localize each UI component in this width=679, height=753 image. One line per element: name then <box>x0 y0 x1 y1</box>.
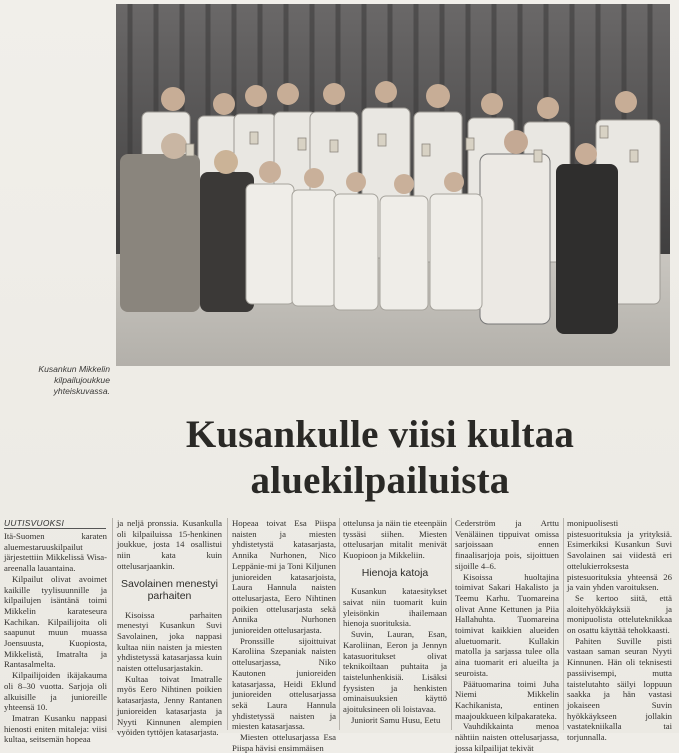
paragraph: Kisoissa parhaiten menestyi Kusankun Suvi Savolainen, joka nappasi kultaa niin naisten ja miesten yhdistetyssä katasarjassa kuin naisten ottelusarjastakin. <box>117 609 222 674</box>
column-divider <box>112 518 113 730</box>
paragraph: Kisoissa huoltajina toimivat Sakari Hakalisto ja Teemu Karhu. Tuomareina olivat Anne Kettunen ja Piia Hallahuhta. Tuomareina toimivat kaikkien alueiden aluetuomarit. Kullakin matolla ja sarjassa tulee olla aina tuomarit eri alueilta ja seuroista. <box>455 571 559 678</box>
paragraph: Vauhdikkainta menoa nähtiin naisten ottelusarjassa, jossa kilpailijat tekivät <box>455 721 559 753</box>
team-photo <box>116 4 670 366</box>
paragraph: Hopeaa toivat Esa Piispa naisten ja miesten yhdistetystä katasarjasta, Annika Nurhonen, Nico Leppänie-mi ja Toni Kiljunen junioreiden katasarjoista, Laura Hannula naisten ottelusarjasta, Eero Nihtinen poikien ottelusarjasta sekä Annika Nurhonen junioreiden ottelusarjasta. <box>232 518 336 636</box>
paragraph: Kusankun kataesitykset saivat niin tuomarit kuin yleisönkin ihailemaan hienoja suorituksia. <box>343 586 447 629</box>
article-column-2 <box>117 518 222 738</box>
paragraph: Itä-Suomen karaten aluemestaruuskilpailut järjestettiin Mikkelissä Wisa-areenalla lauantaina. <box>4 531 107 574</box>
paragraph: Pronssille sijoittuivat Karoliina Szepaniak naisten ottelusarjassa, Niko Kautonen junioreiden katasarjassa, Heidi Eklund junioreiden ottelusarjassa sekä Laura Hannula yhdistetyssä naisten ja miesten katasarjassa. <box>232 635 336 732</box>
paragraph: Juniorit Samu Husu, Eetu <box>351 714 441 725</box>
paragraph: Cederström ja Arttu Venäläinen tippuivat omissa sarjoissaan ennen finaalisarjoja pois, sijoittuen sijoille 4–6. <box>455 518 559 571</box>
paragraph: ja neljä pronssia. Kusankulla oli kilpailuissa 15-henkinen joukkue, josta 14 osallistui niin kata kuin ottelusarjaankin. <box>117 518 222 571</box>
article-column-6 <box>567 518 672 743</box>
paragraph: Suvin, Lauran, Esan, Karoliinan, Eeron ja Jennyn katasuoritukset olivat teknikoiltaan puhtaita ja taistelunhenkisiä. Lisäksi fyysisten ja henkisten ominaisuuksien käyttö ajoituksineen oli loistavaa. <box>343 629 447 715</box>
paragraph: Päätuomarina toimi Juha Niemi Mikkelin Kachikanista, entinen maajoukkueen kilpakarateka. <box>455 678 559 721</box>
paragraph: Kultaa toivat Imatralle myös Eero Nihtinen poikien katasarjasta, Jenny Rantanen junioreiden katasarjasta ja Nyyti Kinnunen alempien vyöiden tyttöjen katasarjasta. <box>117 673 222 738</box>
paragraph: Pahiten Suville pisti vastaan saman seuran Nyyti Kinnunen. Hän oli teknisesti passiivisempi, mutta taistelutahto säilyi loppuun saakka ja hän vastasi jokaiseen Suvin hyökkäykseen jollakin vastatekniikalla tai torjunnalla. <box>567 635 672 743</box>
paragraph: Miesten ottelusarjassa Esa Piispa hävisi ensimmäisen <box>232 732 336 753</box>
column-divider <box>339 518 340 730</box>
subheading: Savolainen menestyi parhaiten <box>121 577 218 603</box>
headline: Kusankulle viisi kultaa aluekilpailuista <box>185 413 575 502</box>
paragraph: Imatran Kusanku nappasi hienosti eniten mitaleja: viisi kultaa, seitsemän hopeaa <box>4 712 107 745</box>
photo-caption: Kusankun Mikkelin kilpailujoukkue yhteiskuvassa. <box>38 364 110 396</box>
article-column-4 <box>343 518 447 725</box>
article-column-1 <box>4 531 107 745</box>
article-column-3 <box>232 518 336 753</box>
subheading: Hienoja katoja <box>361 566 429 579</box>
section-kicker: UUTISVUOKSI <box>4 518 106 529</box>
column-divider <box>227 518 228 730</box>
column-divider <box>451 518 452 730</box>
paragraph: monipuolisesti pistesuorituksia ja yrityksiä. Esimerkiksi Kusankun Suvi Savolainen sai viidestä eri ottelukierroksesta pistesuorituksia yhteensä 26 ja vain yhden varoituksen. <box>567 518 672 593</box>
article-column-5 <box>455 518 559 753</box>
paragraph: Se kertoo siitä, että aloitehyökkäyksiä ja monipuolista otteluteknikkaa on osattu käyttää tehokkaasti. <box>567 592 672 636</box>
paragraph: Kilpailut olivat avoimet kaikille tyylisuunnille ja kilpailujen isäntänä toimi Mikkelin karateseura Kachikan. Kilpailijoita oli saapunut muun muassa Joensuusta, Kuopiosta, Mikkelistä, Imatralta ja Rantasalmelta. <box>4 573 107 670</box>
paragraph: ottelunsa ja näin tie eteenpäin tyssäsi siihen. Miesten ottelusarjan mitalit menivät Kuopioon ja Mikkeliin. <box>343 518 447 561</box>
team-photo-drawing <box>116 4 670 366</box>
column-divider <box>563 518 564 730</box>
paragraph: Kilpailijoiden ikäjakauma oli 8–30 vuotta. Sarjoja oli alkuisille ja junioreille yhteensä 10. <box>4 670 107 713</box>
